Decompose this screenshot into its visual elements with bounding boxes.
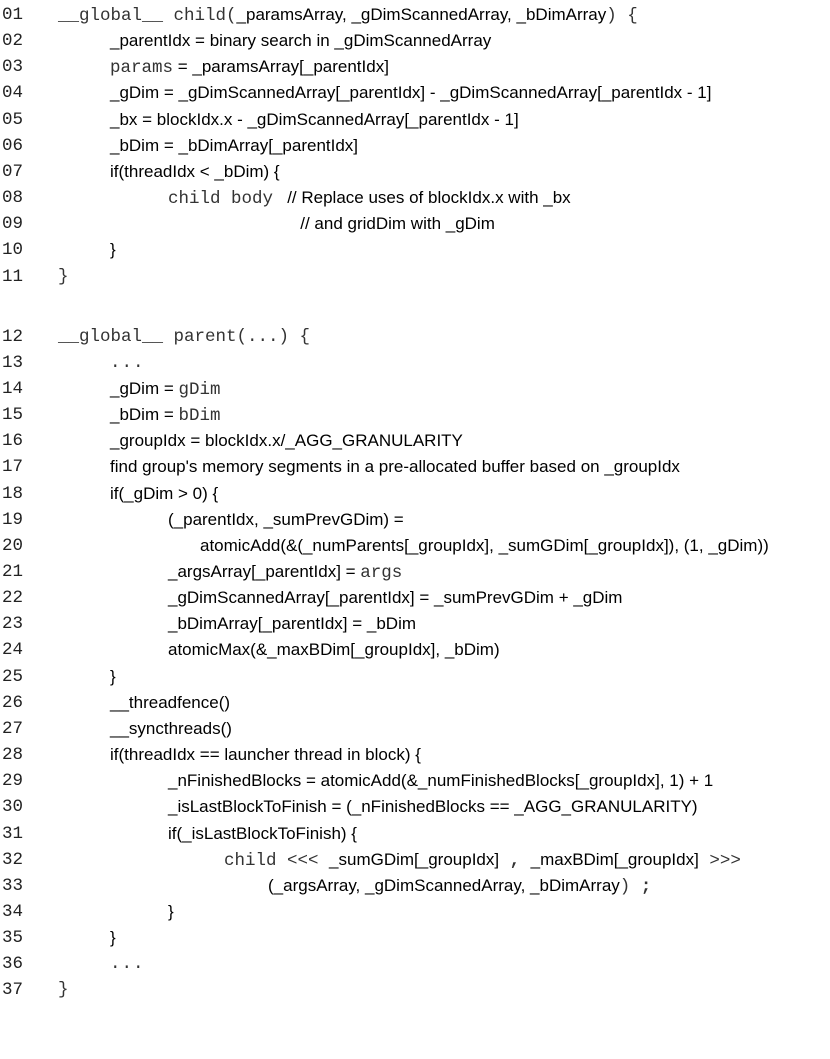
line-number: 37 [2, 980, 24, 1001]
code-token: atomicMax(&_maxBDim[_groupIdx], _bDim) [168, 640, 500, 660]
line-number: 08 [2, 188, 24, 209]
code-line [0, 716, 830, 742]
code-text [110, 454, 680, 481]
code-line [0, 80, 830, 106]
code-line [0, 107, 830, 133]
code-text [110, 159, 280, 186]
code-token: args [360, 563, 403, 583]
code-token: child <<< [224, 850, 330, 871]
line-number: 09 [2, 214, 24, 235]
code-token: _bx = blockIdx.x - _gDimScannedArray[_parentIdx - 1] [110, 109, 519, 129]
code-line [0, 159, 830, 185]
line-number: 19 [2, 509, 24, 530]
line-number: 18 [2, 483, 24, 504]
code-text [110, 350, 145, 376]
line-number: 25 [2, 666, 24, 687]
code-line [0, 794, 830, 820]
code-text [224, 847, 741, 874]
code-line [0, 977, 830, 1003]
code-text [168, 821, 357, 848]
code-token: _gDim = [110, 378, 179, 398]
line-number: 06 [2, 135, 24, 156]
code-token: bDim [178, 406, 221, 427]
code-token: = _paramsArray[_parentIdx] [173, 57, 389, 77]
code-token: _gDimScannedArray[_parentIdx] = _sumPrevGDim + _gDim [168, 588, 623, 608]
code-token: } [168, 901, 174, 921]
code-line [0, 690, 830, 716]
code-token: gDim [178, 379, 221, 400]
code-text [110, 428, 463, 455]
line-number: 22 [2, 588, 24, 609]
code-text [110, 376, 221, 403]
line-number: 35 [2, 928, 24, 949]
line-number: 24 [2, 640, 24, 661]
code-token: _gDim = _gDimScannedArray[_parentIdx] - _gDimScannedArray[_parentIdx - 1] [110, 83, 712, 103]
code-token: if(threadIdx == launcher thread in block) { [110, 745, 421, 765]
code-token: ) [619, 876, 641, 897]
line-number: 32 [2, 849, 24, 870]
code-text [110, 402, 221, 429]
code-text [168, 211, 495, 238]
code-line [0, 559, 830, 585]
code-text [168, 585, 622, 612]
code-text [168, 899, 174, 926]
line-number: 34 [2, 901, 24, 922]
code-line [0, 821, 830, 847]
code-token: if(_isLastBlockToFinish) { [168, 823, 357, 843]
code-text [168, 794, 698, 821]
code-line [0, 507, 830, 533]
code-line [0, 847, 830, 873]
line-number: 13 [2, 352, 24, 373]
code-line [0, 533, 830, 559]
line-number: 15 [2, 405, 24, 426]
code-line [0, 428, 830, 454]
code-line [0, 402, 830, 428]
code-token: } [110, 240, 116, 260]
code-token: >>> [698, 850, 741, 871]
line-number: 31 [2, 823, 24, 844]
code-text [110, 133, 358, 160]
code-line [0, 133, 830, 159]
line-number: 23 [2, 614, 24, 635]
line-number: 05 [2, 109, 24, 130]
code-line [0, 324, 830, 350]
code-text [110, 107, 519, 134]
code-token: if(_gDim > 0) { [110, 483, 219, 503]
code-token: _bDimArray[_parentIdx] = _bDim [168, 614, 417, 634]
code-text [110, 690, 230, 717]
line-number: 12 [2, 326, 24, 347]
code-text [168, 559, 402, 586]
code-token: _maxBDim[_groupIdx] [530, 849, 699, 869]
line-number: 28 [2, 745, 24, 766]
code-token: ... [110, 352, 145, 373]
code-line [0, 664, 830, 690]
code-token: child body [168, 189, 274, 210]
code-token: } [58, 980, 69, 1001]
line-number: 03 [2, 57, 24, 78]
code-text [110, 237, 116, 264]
line-number: 33 [2, 875, 24, 896]
code-text [58, 977, 69, 1003]
code-line [0, 211, 830, 237]
code-token: _groupIdx = blockIdx.x/_AGG_GRANULARITY [110, 431, 463, 451]
code-text [168, 611, 416, 638]
line-number: 20 [2, 535, 24, 556]
line-number: 17 [2, 457, 24, 478]
line-number: 01 [2, 5, 24, 25]
code-line [0, 237, 830, 263]
code-text [110, 951, 145, 977]
code-token: _bDim = [110, 405, 179, 425]
code-line [0, 350, 830, 376]
code-token: ; [640, 876, 652, 897]
line-number: 29 [2, 771, 24, 792]
code-token: _parentIdx = binary search in _gDimScannedArray [110, 31, 492, 51]
code-line [0, 873, 830, 899]
code-token: _paramsArray, _gDimScannedArray, _bDimArray [236, 5, 607, 24]
code-text [168, 185, 571, 212]
code-line [0, 637, 830, 663]
line-number: 10 [2, 240, 24, 261]
code-line [0, 611, 830, 637]
code-token: find group's memory segments in a pre-allocated buffer based on _groupIdx [110, 457, 680, 477]
code-token: _isLastBlockToFinish = (_nFinishedBlocks == _AGG_GRANULARITY) [168, 797, 698, 817]
code-text [110, 664, 116, 691]
code-line [0, 376, 830, 402]
code-text [58, 264, 69, 290]
code-line [0, 768, 830, 794]
code-text [110, 28, 491, 55]
code-line [0, 925, 830, 951]
code-text [58, 324, 310, 350]
code-token: ) { [606, 6, 638, 26]
code-line [0, 899, 830, 925]
code-token: if(threadIdx < _bDim) { [110, 161, 280, 181]
code-token: // and gridDim with _gDim [168, 214, 495, 234]
code-token: _argsArray, _gDimScannedArray, _bDimArray [273, 875, 620, 895]
code-token: _sumGDim[_groupIdx] [329, 849, 500, 869]
code-token: } [110, 666, 116, 686]
line-number: 16 [2, 431, 24, 452]
code-text [110, 925, 116, 952]
code-token: _nFinishedBlocks = atomicAdd(&_numFinishedBlocks[_groupIdx], 1) + 1 [168, 771, 714, 791]
code-text [168, 637, 500, 664]
code-token: (_parentIdx, _sumPrevGDim) = [168, 509, 404, 529]
code-token: params [110, 58, 174, 79]
line-number: 26 [2, 692, 24, 713]
code-text [110, 54, 389, 81]
code-line [0, 951, 830, 977]
line-number: 36 [2, 954, 24, 975]
line-number: 02 [2, 31, 24, 52]
code-text [200, 533, 769, 560]
code-text [110, 716, 232, 743]
code-token: } [58, 266, 69, 287]
line-number: 04 [2, 83, 24, 104]
code-line [0, 585, 830, 611]
code-line [0, 481, 830, 507]
code-line [0, 264, 830, 290]
code-text [110, 742, 421, 769]
line-number: 07 [2, 161, 24, 182]
code-token: // Replace uses of blockIdx.x with _bx [273, 188, 571, 208]
line-number: 14 [2, 378, 24, 399]
code-token: __global__ child( [58, 6, 237, 26]
code-text [168, 507, 404, 534]
line-number: 30 [2, 797, 24, 818]
code-text [268, 873, 651, 900]
code-text [58, 2, 638, 29]
code-token: atomicAdd(&(_numParents[_groupIdx], _sumGDim[_groupIdx]), (1, _gDim)) [200, 535, 769, 555]
code-line [0, 742, 830, 768]
code-line [0, 185, 830, 211]
code-token: __global__ parent(...) { [58, 326, 311, 347]
line-number: 27 [2, 718, 24, 739]
line-number: 11 [2, 266, 24, 287]
code-token: _argsArray[_parentIdx] = [168, 562, 361, 581]
code-text [110, 80, 711, 107]
code-token: __syncthreads() [110, 718, 232, 738]
code-token: __threadfence() [110, 692, 231, 712]
line-number: 21 [2, 562, 24, 582]
code-token: } [110, 928, 116, 948]
code-token: _bDim = _bDimArray[_parentIdx] [110, 135, 359, 155]
code-line [0, 54, 830, 80]
code-token: , [499, 850, 531, 871]
code-token: ... [110, 954, 145, 975]
code-text [168, 768, 713, 795]
code-line [0, 28, 830, 54]
code-token: ( [268, 875, 274, 895]
code-line [0, 2, 830, 28]
code-text [110, 481, 218, 508]
code-line [0, 454, 830, 480]
